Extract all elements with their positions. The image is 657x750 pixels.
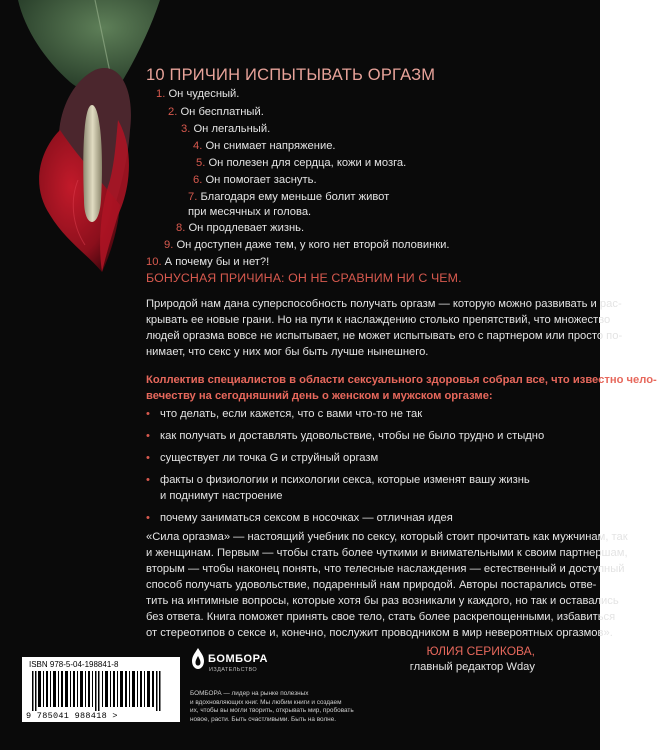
publisher-subtitle: ИЗДАТЕЛЬСТВО <box>209 667 258 673</box>
bullet-icon: • <box>146 452 150 464</box>
list-item-text: и поднимут настроение <box>160 490 283 502</box>
publisher-name: БОМБОРА <box>208 653 268 665</box>
reason-item <box>168 105 264 119</box>
list-item-text: что делать, если кажется, что с вами что-то не так <box>160 408 423 420</box>
intro-line: нимает, что секс у них мог бы быть лучше нынешнего. <box>146 346 429 358</box>
quote-paragraph <box>146 529 628 641</box>
reason-text: Он чудесный. <box>168 88 240 100</box>
barcode-panel <box>22 657 180 722</box>
reason-text: Он доступен даже тем, у кого нет второй половинки. <box>176 239 450 251</box>
bullet-icon: • <box>146 512 150 524</box>
reason-item <box>146 255 269 269</box>
reason-text: Он продлевает жизнь. <box>188 222 305 234</box>
intro-paragraph <box>146 296 622 360</box>
quote-line: и женщинам. Первым — чтобы стать более чуткими и внимательными к своим партнершам, <box>146 547 628 559</box>
reason-item-continuation: при месячных и голова. <box>188 206 312 218</box>
reason-item <box>193 173 317 187</box>
reason-text: Он легальный. <box>193 123 271 135</box>
lead-line: Коллектив специалистов в области сексуального здоровья собрал все, что известно чело- <box>146 374 657 386</box>
list-item-text: как получать и доставлять удовольствие, чтобы не было трудно и стыдно <box>160 430 545 442</box>
reason-text: Он снимает напряжение. <box>205 140 336 152</box>
reason-item <box>188 190 389 204</box>
list-item-text: почему заниматься сексом в носочках — отличная идея <box>160 512 453 524</box>
reasons-title: 10 ПРИЧИН ИСПЫТЫВАТЬ ОРГАЗМ <box>146 66 436 84</box>
barcode-digits: 9 785041 988418 > <box>26 711 118 721</box>
reason-item <box>176 221 304 235</box>
quote-line: вторым — чтобы наконец понять, что телесные наслаждения — естественный и доступный <box>146 563 625 575</box>
intro-line: людей оргазма вовсе не испытывает, не может испытывать его с партнером или просто по- <box>146 330 623 342</box>
reason-item <box>193 139 336 153</box>
flower-illustration <box>0 0 178 290</box>
reason-item <box>164 238 450 252</box>
reason-item <box>181 122 270 136</box>
reason-number: 1. <box>156 88 166 100</box>
quote-line: «Сила оргазма» — настоящий учебник по сексу, который стоит прочитать как мужчинам, так <box>146 531 628 543</box>
bonus-reason: БОНУСНАЯ ПРИЧИНА: ОН НЕ СРАВНИМ НИ С ЧЕМ. <box>146 271 462 285</box>
bullet-icon: • <box>146 430 150 442</box>
lead-line: вечеству на сегодняшний день о женском и мужском оргазме: <box>146 390 493 402</box>
reason-item <box>156 87 239 101</box>
reason-number: 7. <box>188 191 198 203</box>
intro-line: Природой нам дана суперспособность получать оргазм — которую можно развивать и рас- <box>146 298 622 310</box>
signature-name: ЮЛИЯ СЕРИКОВА, <box>426 644 535 658</box>
barcode-icon <box>32 671 170 711</box>
reason-number: 2. <box>168 106 178 118</box>
list-item-text: существует ли точка G и струйный оргазм <box>160 452 379 464</box>
reason-text: Он полезен для сердца, кожи и мозга. <box>208 157 407 169</box>
isbn-text: ISBN 978-5-04-198841-8 <box>29 660 119 669</box>
publisher-description-line: БОМБОРА — лидер на рынке полезных <box>190 690 309 697</box>
reason-text: Он помогает заснуть. <box>205 174 317 186</box>
reason-number: 4. <box>193 140 203 152</box>
quote-line: от стереотипов о сексе и, конечно, послужит проводником в мир невероятных оргазмов». <box>146 627 613 639</box>
quote-line: тить на интимные вопросы, которые хотя бы раз возникали у каждого, но так и оставались <box>146 595 619 607</box>
reason-text: Благодаря ему меньше болит живот <box>200 191 390 203</box>
reason-text: Он бесплатный. <box>180 106 264 118</box>
publisher-description-line: их, чтобы вы могли творить, открывать мир, пробовать <box>190 707 354 715</box>
bullet-icon: • <box>146 408 150 420</box>
quote-line: без ответа. Книга поможет принять свое тело, стать более раскрепощенными, избавиться <box>146 611 616 623</box>
intro-line: крывать ее новые грани. Но на пути к наслаждению столько препятствий, что множество <box>146 314 611 326</box>
publisher-description-line: новое, расти. Быть счастливыми. Быть на волне. <box>190 715 337 723</box>
list-item-text: факты о физиологии и психологии секса, которые изменят вашу жизнь <box>160 474 530 486</box>
bombora-logo-icon <box>190 647 206 671</box>
reason-number: 10. <box>146 256 162 268</box>
lead-paragraph <box>146 372 657 404</box>
reason-number: 3. <box>181 123 191 135</box>
publisher-description-line: и вдохновляющих книг. Мы любим книги и создаем <box>190 698 342 706</box>
bullet-icon: • <box>146 474 150 486</box>
reason-number: 5. <box>196 157 206 169</box>
reason-item <box>196 156 406 170</box>
quote-line: способ получать удовольствие, подаренный нам природой. Авторы постарались отве- <box>146 579 597 591</box>
reason-number: 8. <box>176 222 186 234</box>
signature-role: главный редактор Wday <box>409 661 535 673</box>
publisher-description <box>190 690 354 724</box>
reason-number: 9. <box>164 239 174 251</box>
reason-text: А почему бы и нет?! <box>164 256 270 268</box>
reason-number: 6. <box>193 174 203 186</box>
